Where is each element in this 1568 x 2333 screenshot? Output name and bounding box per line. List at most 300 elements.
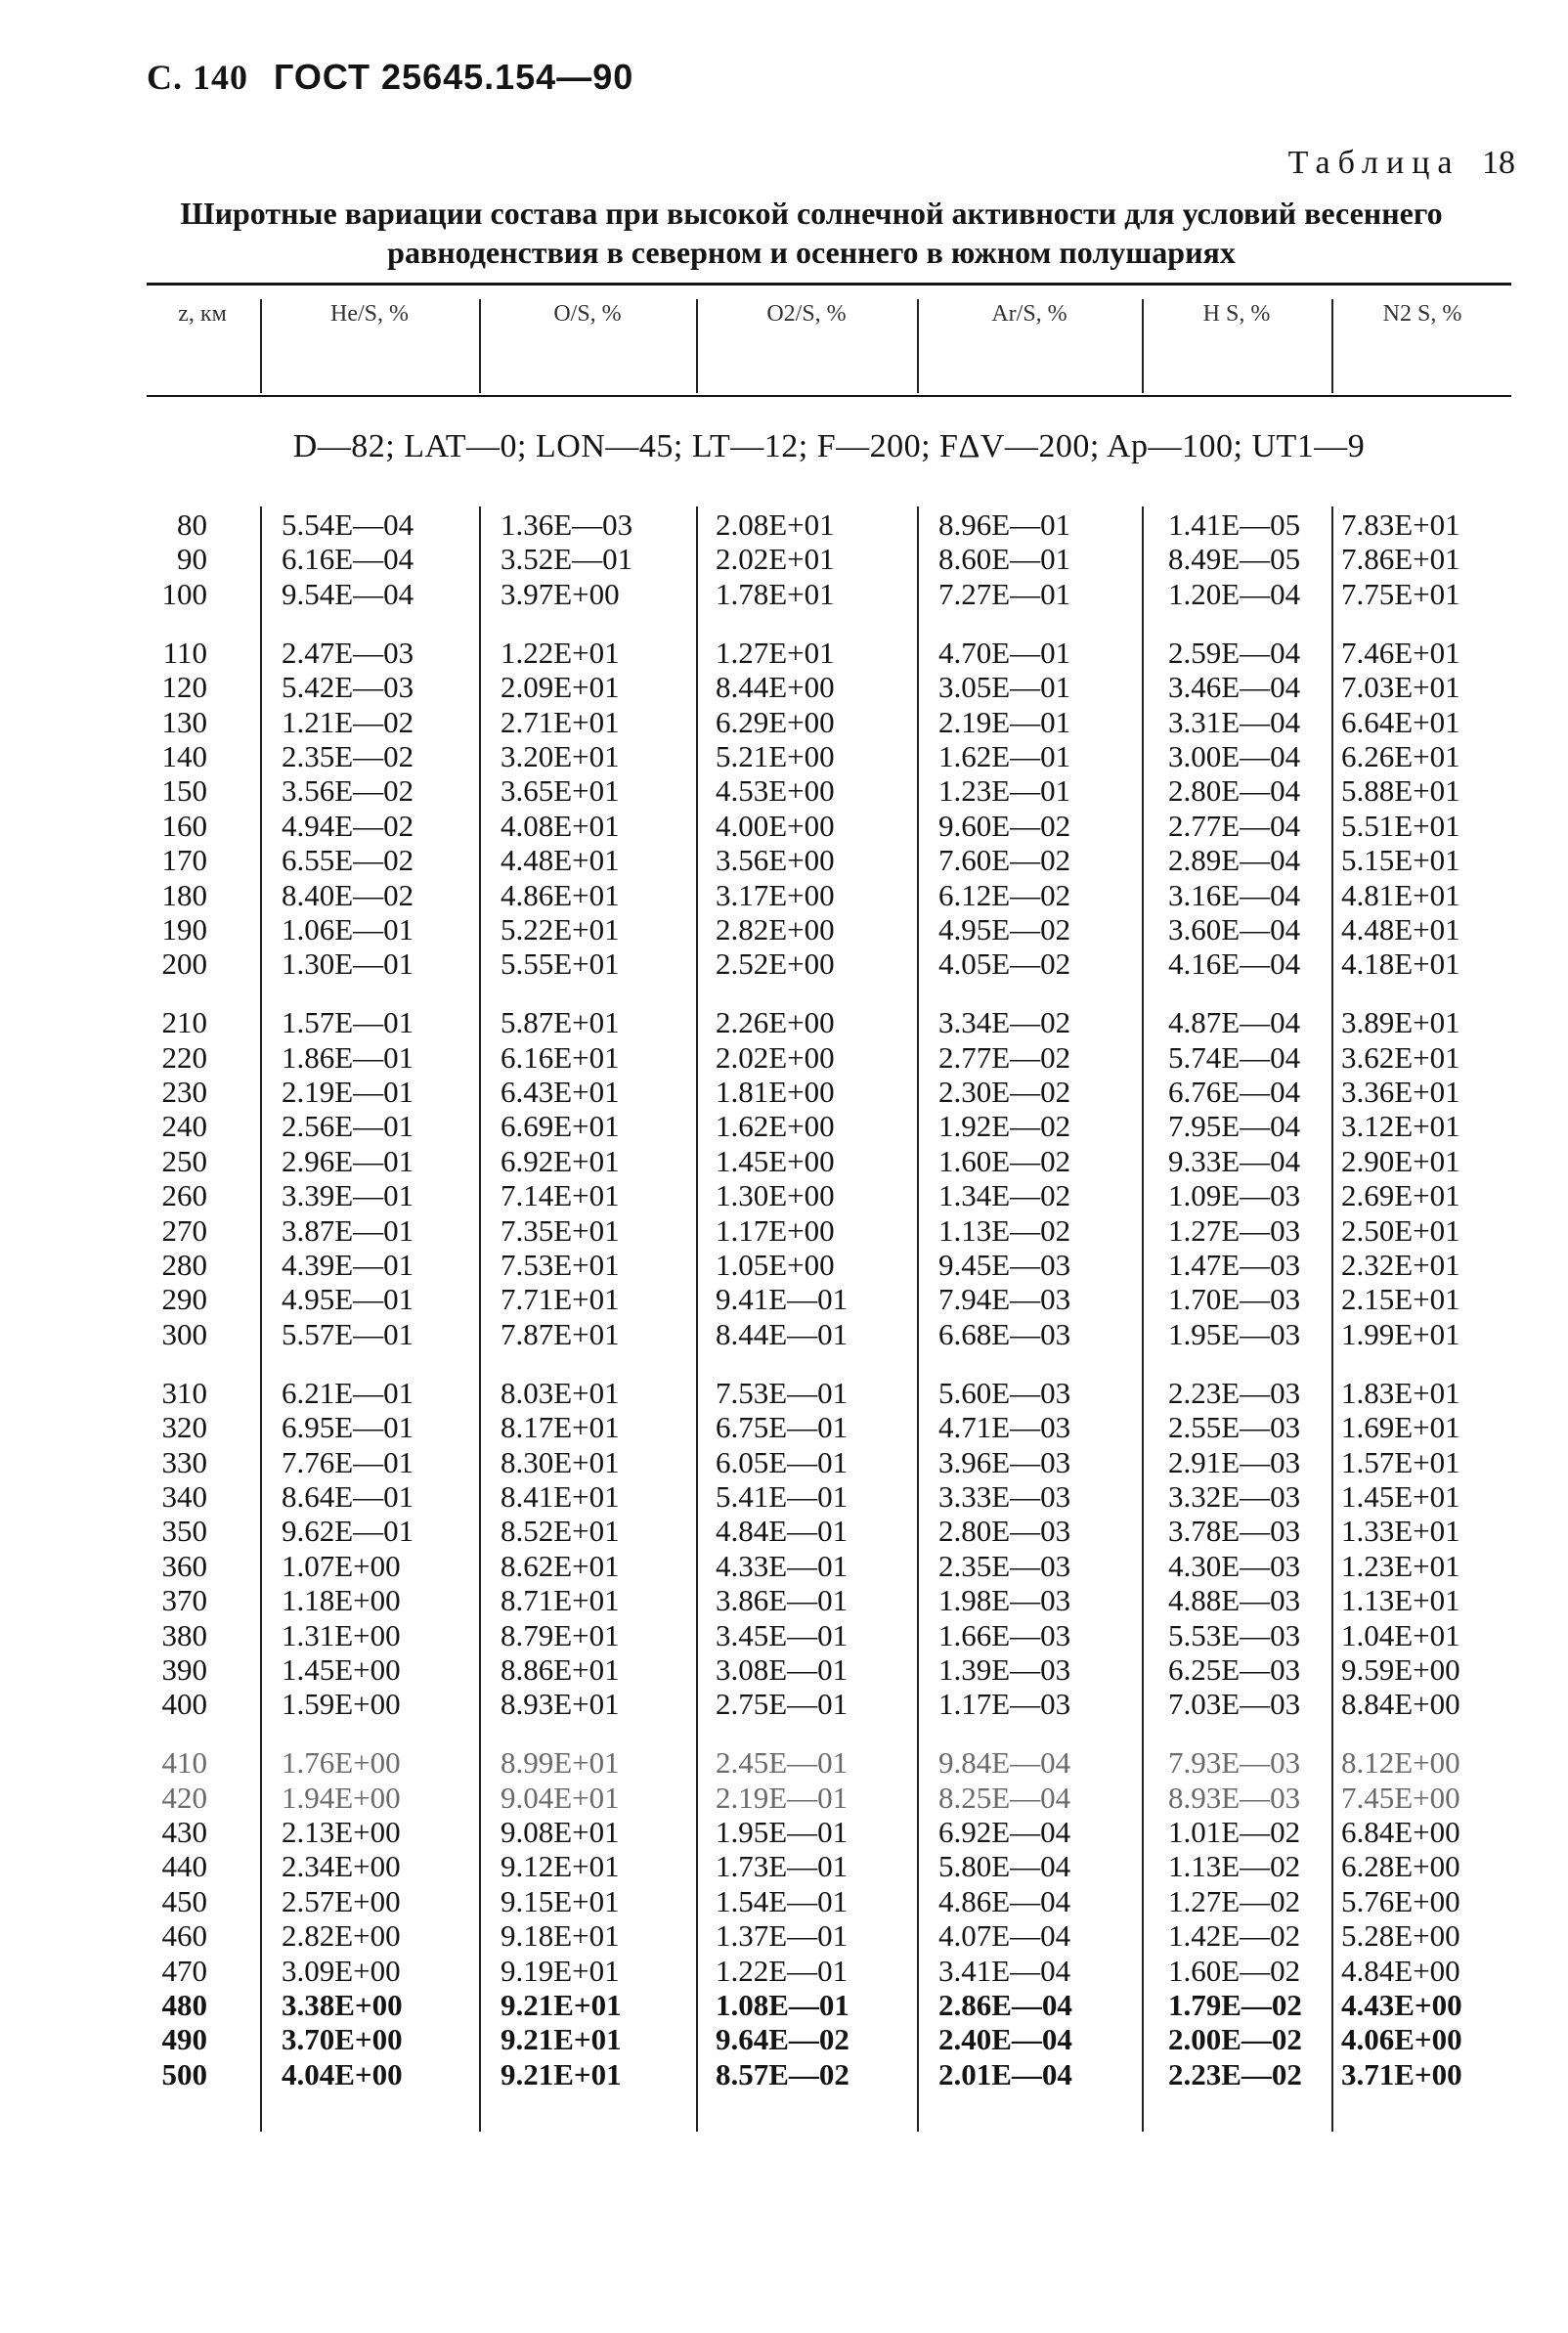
h-cell: 4.30E—03 (1168, 1548, 1301, 1583)
altitude-cell: 120 (161, 670, 207, 705)
table-row (0, 1583, 1568, 1617)
o2-cell: 5.21E+00 (716, 738, 835, 773)
he-cell: 2.35E—02 (282, 738, 414, 773)
altitude-cell: 190 (161, 911, 207, 946)
h-cell: 1.27E—03 (1168, 1212, 1301, 1248)
he-cell: 2.34E+00 (282, 1849, 401, 1884)
he-cell: 1.21E—02 (282, 704, 414, 739)
table-row (0, 843, 1568, 877)
h-cell: 4.88E—03 (1168, 1583, 1301, 1618)
table-row (0, 809, 1568, 843)
o2-cell: 9.64E—02 (716, 2022, 849, 2057)
o-cell: 8.41E+01 (501, 1478, 620, 1514)
o2-cell: 7.53E—01 (716, 1375, 849, 1410)
he-cell: 2.82E+00 (282, 1918, 401, 1954)
he-cell: 4.39E—01 (282, 1248, 414, 1282)
altitude-cell: 220 (161, 1039, 207, 1075)
ar-cell: 7.60E—02 (938, 843, 1071, 878)
h-cell: 6.25E—03 (1168, 1651, 1301, 1687)
o-cell: 6.16E+01 (501, 1039, 620, 1075)
n2-cell: 2.32E+01 (1341, 1248, 1460, 1282)
o2-cell: 5.41E—01 (716, 1478, 849, 1514)
table-row (0, 773, 1568, 808)
table-row (0, 1745, 1568, 1780)
ar-cell: 4.05E—02 (938, 946, 1071, 982)
o-cell: 9.19E+01 (501, 1953, 620, 1988)
n2-cell: 4.18E+01 (1341, 946, 1460, 982)
ar-cell: 7.94E—03 (938, 1282, 1071, 1317)
o2-cell: 2.45E—01 (716, 1745, 849, 1781)
n2-cell: 2.50E+01 (1341, 1212, 1460, 1248)
o-cell: 4.86E+01 (501, 877, 620, 912)
altitude-cell: 250 (161, 1143, 207, 1178)
o-cell: 6.43E+01 (501, 1075, 620, 1109)
table-row (0, 542, 1568, 576)
h-cell: 2.23E—03 (1168, 1375, 1301, 1410)
ar-cell: 2.77E—02 (938, 1039, 1071, 1075)
table-row (0, 912, 1568, 946)
o2-cell: 6.29E+00 (716, 704, 835, 739)
altitude-cell: 370 (161, 1583, 207, 1618)
table-row (0, 507, 1568, 542)
he-cell: 9.54E—04 (282, 576, 414, 611)
h-cell: 2.55E—03 (1168, 1410, 1301, 1445)
n2-cell: 7.03E+01 (1341, 670, 1460, 705)
ar-cell: 1.23E—01 (938, 773, 1071, 809)
o2-cell: 2.75E—01 (716, 1687, 849, 1722)
o2-cell: 1.37E—01 (716, 1918, 849, 1954)
n2-cell: 7.75E+01 (1341, 576, 1460, 611)
o2-cell: 4.00E+00 (716, 808, 835, 843)
o-cell: 6.92E+01 (501, 1143, 620, 1178)
ar-cell: 2.80E—03 (938, 1514, 1071, 1549)
o2-cell: 1.78E+01 (716, 576, 835, 611)
h-cell: 1.60E—02 (1168, 1953, 1301, 1988)
o-cell: 9.21E+01 (501, 1988, 622, 2022)
ar-cell: 6.68E—03 (938, 1316, 1071, 1351)
table-row (0, 1376, 1568, 1410)
he-cell: 1.57E—01 (282, 1005, 414, 1040)
n2-cell: 4.81E+01 (1341, 877, 1460, 912)
table-row (0, 1815, 1568, 1849)
page-header (147, 57, 649, 98)
n2-cell: 1.45E+01 (1341, 1478, 1460, 1514)
table-row (0, 2057, 1568, 2091)
he-cell: 2.56E—01 (282, 1109, 414, 1144)
n2-cell: 6.64E+01 (1341, 704, 1460, 739)
o-cell: 1.36E—03 (501, 507, 633, 542)
h-cell: 7.95E—04 (1168, 1109, 1301, 1144)
altitude-cell: 320 (161, 1410, 207, 1445)
h-cell: 3.78E—03 (1168, 1514, 1301, 1549)
table-row (0, 1040, 1568, 1075)
o-cell: 8.30E+01 (501, 1444, 620, 1479)
altitude-cell: 160 (161, 808, 207, 843)
table-row (0, 636, 1568, 670)
altitude-cell: 230 (161, 1075, 207, 1109)
he-cell: 6.21E—01 (282, 1375, 414, 1410)
o-cell: 7.14E+01 (501, 1178, 620, 1213)
n2-cell: 8.84E+00 (1341, 1687, 1460, 1722)
o2-cell: 8.44E+00 (716, 670, 835, 705)
table-row (0, 878, 1568, 912)
ar-cell: 2.01E—04 (938, 2056, 1072, 2091)
altitude-cell: 480 (161, 1988, 207, 2022)
he-cell: 3.38E+00 (282, 1988, 403, 2022)
o2-cell: 1.62E+00 (716, 1109, 835, 1144)
table-row (0, 1687, 1568, 1721)
o2-cell: 3.86E—01 (716, 1583, 849, 1618)
ar-cell: 1.13E—02 (938, 1212, 1071, 1248)
o-cell: 3.20E+01 (501, 738, 620, 773)
o2-cell: 3.17E+00 (716, 877, 835, 912)
o-cell: 3.65E+01 (501, 773, 620, 809)
n2-cell: 2.90E+01 (1341, 1143, 1460, 1178)
n2-cell: 4.48E+01 (1341, 911, 1460, 946)
ar-cell: 3.34E—02 (938, 1005, 1071, 1040)
n2-cell: 6.26E+01 (1341, 738, 1460, 773)
altitude-cell: 180 (161, 877, 207, 912)
o-cell: 9.18E+01 (501, 1918, 620, 1954)
n2-cell: 7.45E+00 (1341, 1780, 1460, 1815)
o-cell: 9.08E+01 (501, 1815, 620, 1849)
table-row (0, 705, 1568, 739)
n2-cell: 7.86E+01 (1341, 542, 1460, 577)
n2-cell: 7.46E+01 (1341, 635, 1460, 670)
h-cell: 1.09E—03 (1168, 1178, 1301, 1213)
h-cell: 9.33E—04 (1168, 1143, 1301, 1178)
ar-cell: 1.92E—02 (938, 1109, 1071, 1144)
o2-cell: 1.95E—01 (716, 1815, 849, 1849)
table-row (0, 1410, 1568, 1444)
ar-cell: 7.27E—01 (938, 576, 1071, 611)
table-row (0, 577, 1568, 611)
ar-cell: 1.60E—02 (938, 1143, 1071, 1178)
ar-cell: 1.98E—03 (938, 1583, 1071, 1618)
ar-cell: 2.19E—01 (938, 704, 1071, 739)
he-cell: 3.70E+00 (282, 2022, 403, 2057)
column-header-altitude: z, км (178, 301, 227, 327)
altitude-cell: 440 (161, 1849, 207, 1884)
h-cell: 1.42E—02 (1168, 1918, 1301, 1954)
altitude-cell: 350 (161, 1514, 207, 1549)
h-cell: 4.16E—04 (1168, 946, 1301, 982)
he-cell: 1.45E+00 (282, 1651, 401, 1687)
ar-cell: 4.71E—03 (938, 1410, 1071, 1445)
o2-cell: 4.53E+00 (716, 773, 835, 809)
o2-cell: 4.33E—01 (716, 1548, 849, 1583)
h-cell: 1.20E—04 (1168, 576, 1301, 611)
altitude-cell: 390 (161, 1651, 207, 1687)
altitude-cell: 140 (161, 738, 207, 773)
table-row (0, 1849, 1568, 1883)
n2-cell: 1.57E+01 (1341, 1444, 1460, 1479)
o-cell: 8.17E+01 (501, 1410, 620, 1445)
o-cell: 5.87E+01 (501, 1005, 620, 1040)
n2-cell: 4.06E+00 (1341, 2022, 1462, 2057)
altitude-cell: 400 (161, 1687, 207, 1722)
column-header-n2: N2 S, % (1382, 301, 1462, 327)
table-row (0, 670, 1568, 704)
o2-cell: 1.81E+00 (716, 1075, 835, 1109)
h-cell: 1.01E—02 (1168, 1815, 1301, 1849)
h-cell: 1.95E—03 (1168, 1316, 1301, 1351)
ar-cell: 1.17E—03 (938, 1687, 1071, 1722)
he-cell: 5.57E—01 (282, 1316, 414, 1351)
h-cell: 1.79E—02 (1168, 1988, 1302, 2022)
altitude-cell: 460 (161, 1918, 207, 1954)
table-row (0, 1317, 1568, 1351)
altitude-cell: 300 (161, 1316, 207, 1351)
ar-cell: 8.96E—01 (938, 507, 1071, 542)
standard-designation: ГОСТ 25645.154—90 (274, 57, 634, 97)
altitude-cell: 150 (161, 773, 207, 809)
table-row (0, 1445, 1568, 1479)
altitude-cell: 270 (161, 1212, 207, 1248)
o-cell: 8.99E+01 (501, 1745, 620, 1781)
altitude-cell: 420 (161, 1780, 207, 1815)
o-cell: 8.52E+01 (501, 1514, 620, 1549)
o-cell: 9.21E+01 (501, 2056, 622, 2091)
he-cell: 7.76E—01 (282, 1444, 414, 1479)
he-cell: 3.87E—01 (282, 1212, 414, 1248)
o-cell: 9.21E+01 (501, 2022, 622, 2057)
o2-cell: 6.05E—01 (716, 1444, 849, 1479)
o-cell: 7.35E+01 (501, 1212, 620, 1248)
ar-cell: 2.40E—04 (938, 2022, 1072, 2057)
altitude-cell: 110 (162, 635, 207, 670)
header-divider (479, 299, 481, 393)
o-cell: 8.93E+01 (501, 1687, 620, 1722)
n2-cell: 1.83E+01 (1341, 1375, 1460, 1410)
h-cell: 3.16E—04 (1168, 877, 1301, 912)
n2-cell: 4.84E+00 (1341, 1953, 1460, 1988)
ar-cell: 2.30E—02 (938, 1075, 1071, 1109)
altitude-cell: 210 (161, 1005, 207, 1040)
ar-cell: 5.80E—04 (938, 1849, 1071, 1884)
altitude-cell: 380 (161, 1617, 207, 1652)
n2-cell: 1.23E+01 (1341, 1548, 1460, 1583)
ar-cell: 1.66E—03 (938, 1617, 1071, 1652)
he-cell: 2.13E+00 (282, 1815, 401, 1849)
o2-cell: 1.08E—01 (716, 1988, 849, 2022)
model-parameters: D—82; LAT—0; LON—45; LT—12; F—200; FΔV—200; Ap—100; UT1—9 (292, 428, 1366, 464)
h-cell: 3.00E—04 (1168, 738, 1301, 773)
o2-cell: 2.02E+01 (716, 542, 835, 577)
column-header-ar: Ar/S, % (991, 301, 1067, 327)
header-divider (1142, 299, 1144, 393)
o2-cell: 8.57E—02 (716, 2056, 849, 2091)
o2-cell: 2.08E+01 (716, 507, 835, 542)
header-divider (917, 299, 919, 393)
column-header-he: He/S, % (330, 301, 409, 327)
he-cell: 2.57E+00 (282, 1883, 401, 1918)
he-cell: 1.86E—01 (282, 1039, 414, 1075)
altitude-cell: 280 (161, 1248, 207, 1282)
ar-cell: 1.62E—01 (938, 738, 1071, 773)
n2-cell: 5.88E+01 (1341, 773, 1460, 809)
o2-cell: 3.56E+00 (716, 843, 835, 878)
table-row (0, 1514, 1568, 1548)
o-cell: 9.12E+01 (501, 1849, 620, 1884)
he-cell: 1.06E—01 (282, 911, 414, 946)
o-cell: 8.62E+01 (501, 1548, 620, 1583)
o2-cell: 2.52E+00 (716, 946, 835, 982)
o-cell: 4.48E+01 (501, 843, 620, 878)
ar-cell: 8.25E—04 (938, 1780, 1071, 1815)
h-cell: 2.59E—04 (1168, 635, 1301, 670)
he-cell: 4.95E—01 (282, 1282, 414, 1317)
altitude-cell: 100 (161, 576, 207, 611)
o2-cell: 1.30E+00 (716, 1178, 835, 1213)
table-header-rule (147, 395, 1511, 397)
n2-cell: 3.71E+00 (1341, 2056, 1462, 2091)
altitude-cell: 340 (161, 1478, 207, 1514)
h-cell: 3.46E—04 (1168, 670, 1301, 705)
n2-cell: 2.69E+01 (1341, 1178, 1460, 1213)
he-cell: 1.31E+00 (282, 1617, 401, 1652)
h-cell: 5.53E—03 (1168, 1617, 1301, 1652)
header-divider (260, 299, 262, 393)
o2-cell: 1.27E+01 (716, 635, 835, 670)
o-cell: 5.55E+01 (501, 946, 620, 982)
ar-cell: 6.12E—02 (938, 877, 1071, 912)
table-row (0, 2022, 1568, 2056)
o2-cell: 2.02E+00 (716, 1039, 835, 1075)
ar-cell: 4.70E—01 (938, 635, 1071, 670)
o-cell: 5.22E+01 (501, 911, 620, 946)
h-cell: 1.47E—03 (1168, 1248, 1301, 1282)
h-cell: 8.93E—03 (1168, 1780, 1301, 1815)
n2-cell: 1.69E+01 (1341, 1410, 1460, 1445)
o-cell: 8.86E+01 (501, 1651, 620, 1687)
table-row (0, 1618, 1568, 1652)
he-cell: 4.04E+00 (282, 2056, 403, 2091)
he-cell: 6.16E—04 (282, 542, 414, 577)
ar-cell: 4.86E—04 (938, 1883, 1071, 1918)
n2-cell: 1.33E+01 (1341, 1514, 1460, 1549)
o2-cell: 2.82E+00 (716, 911, 835, 946)
o2-cell: 2.26E+00 (716, 1005, 835, 1040)
altitude-cell: 170 (161, 843, 207, 878)
n2-cell: 5.76E+00 (1341, 1883, 1460, 1918)
table-row (0, 1549, 1568, 1583)
n2-cell: 3.89E+01 (1341, 1005, 1460, 1040)
h-cell: 2.23E—02 (1168, 2056, 1302, 2091)
altitude-cell: 200 (161, 946, 207, 982)
table-row (0, 1282, 1568, 1316)
column-header-h: H S, % (1202, 301, 1271, 327)
ar-cell: 4.07E—04 (938, 1918, 1071, 1954)
h-cell: 1.70E—03 (1168, 1282, 1301, 1317)
h-cell: 2.00E—02 (1168, 2022, 1302, 2057)
ar-cell: 8.60E—01 (938, 542, 1071, 577)
h-cell: 1.41E—05 (1168, 507, 1301, 542)
h-cell: 5.74E—04 (1168, 1039, 1301, 1075)
o2-cell: 3.08E—01 (716, 1651, 849, 1687)
he-cell: 2.19E—01 (282, 1075, 414, 1109)
o-cell: 7.87E+01 (501, 1316, 620, 1351)
o-cell: 2.71E+01 (501, 704, 620, 739)
o2-cell: 8.44E—01 (716, 1316, 849, 1351)
ar-cell: 9.84E—04 (938, 1745, 1071, 1781)
o2-cell: 1.54E—01 (716, 1883, 849, 1918)
altitude-cell: 490 (161, 2022, 207, 2057)
table-row (0, 1884, 1568, 1918)
table-row (0, 1652, 1568, 1687)
table-row (0, 1005, 1568, 1039)
he-cell: 1.76E+00 (282, 1745, 401, 1781)
h-cell: 8.49E—05 (1168, 542, 1301, 577)
he-cell: 6.95E—01 (282, 1410, 414, 1445)
he-cell: 2.47E—03 (282, 635, 414, 670)
he-cell: 3.09E+00 (282, 1953, 401, 1988)
n2-cell: 4.43E+00 (1341, 1988, 1462, 2022)
he-cell: 8.40E—02 (282, 877, 414, 912)
h-cell: 3.31E—04 (1168, 704, 1301, 739)
o-cell: 9.15E+01 (501, 1883, 620, 1918)
o2-cell: 9.41E—01 (716, 1282, 849, 1317)
ar-cell: 1.39E—03 (938, 1651, 1071, 1687)
n2-cell: 1.13E+01 (1341, 1583, 1460, 1618)
o-cell: 3.97E+00 (501, 576, 620, 611)
h-cell: 2.80E—04 (1168, 773, 1301, 809)
he-cell: 2.96E—01 (282, 1143, 414, 1178)
n2-cell: 6.28E+00 (1341, 1849, 1460, 1884)
table-row (0, 1075, 1568, 1109)
o-cell: 4.08E+01 (501, 808, 620, 843)
altitude-cell: 310 (161, 1375, 207, 1410)
table-row (0, 1248, 1568, 1282)
ar-cell: 5.60E—03 (938, 1375, 1071, 1410)
table-title: Широтные вариации состава при высокой солнечной активности для условий весеннего равноденствия в северном и осеннего в южном полушариях (180, 196, 1443, 270)
column-header-o2: O2/S, % (766, 301, 847, 327)
h-cell: 1.13E—02 (1168, 1849, 1301, 1884)
table-row (0, 1109, 1568, 1143)
n2-cell: 8.12E+00 (1341, 1745, 1460, 1781)
he-cell: 5.54E—04 (282, 507, 414, 542)
n2-cell: 1.99E+01 (1341, 1316, 1460, 1351)
n2-cell: 5.28E+00 (1341, 1918, 1460, 1954)
h-cell: 7.03E—03 (1168, 1687, 1301, 1722)
o2-cell: 2.19E—01 (716, 1780, 849, 1815)
h-cell: 2.77E—04 (1168, 808, 1301, 843)
page-number: С. 140 (147, 58, 248, 97)
h-cell: 6.76E—04 (1168, 1075, 1301, 1109)
altitude-cell: 290 (161, 1282, 207, 1317)
o-cell: 6.69E+01 (501, 1109, 620, 1144)
ar-cell: 6.92E—04 (938, 1815, 1071, 1849)
o-cell: 8.79E+01 (501, 1617, 620, 1652)
table-row (0, 1144, 1568, 1178)
table-label (1288, 145, 1515, 182)
n2-cell: 7.83E+01 (1341, 507, 1460, 542)
he-cell: 5.42E—03 (282, 670, 414, 705)
altitude-cell: 470 (161, 1953, 207, 1988)
n2-cell: 5.51E+01 (1341, 808, 1460, 843)
header-divider (696, 299, 698, 393)
n2-cell: 3.62E+01 (1341, 1039, 1460, 1075)
table-top-rule (147, 283, 1511, 286)
altitude-cell: 430 (161, 1815, 207, 1849)
ar-cell: 3.33E—03 (938, 1478, 1071, 1514)
table-row (0, 1918, 1568, 1953)
h-cell: 7.93E—03 (1168, 1745, 1301, 1781)
n2-cell: 9.59E+00 (1341, 1651, 1460, 1687)
o-cell: 7.53E+01 (501, 1248, 620, 1282)
he-cell: 1.18E+00 (282, 1583, 401, 1618)
column-header-o: O/S, % (553, 301, 622, 327)
